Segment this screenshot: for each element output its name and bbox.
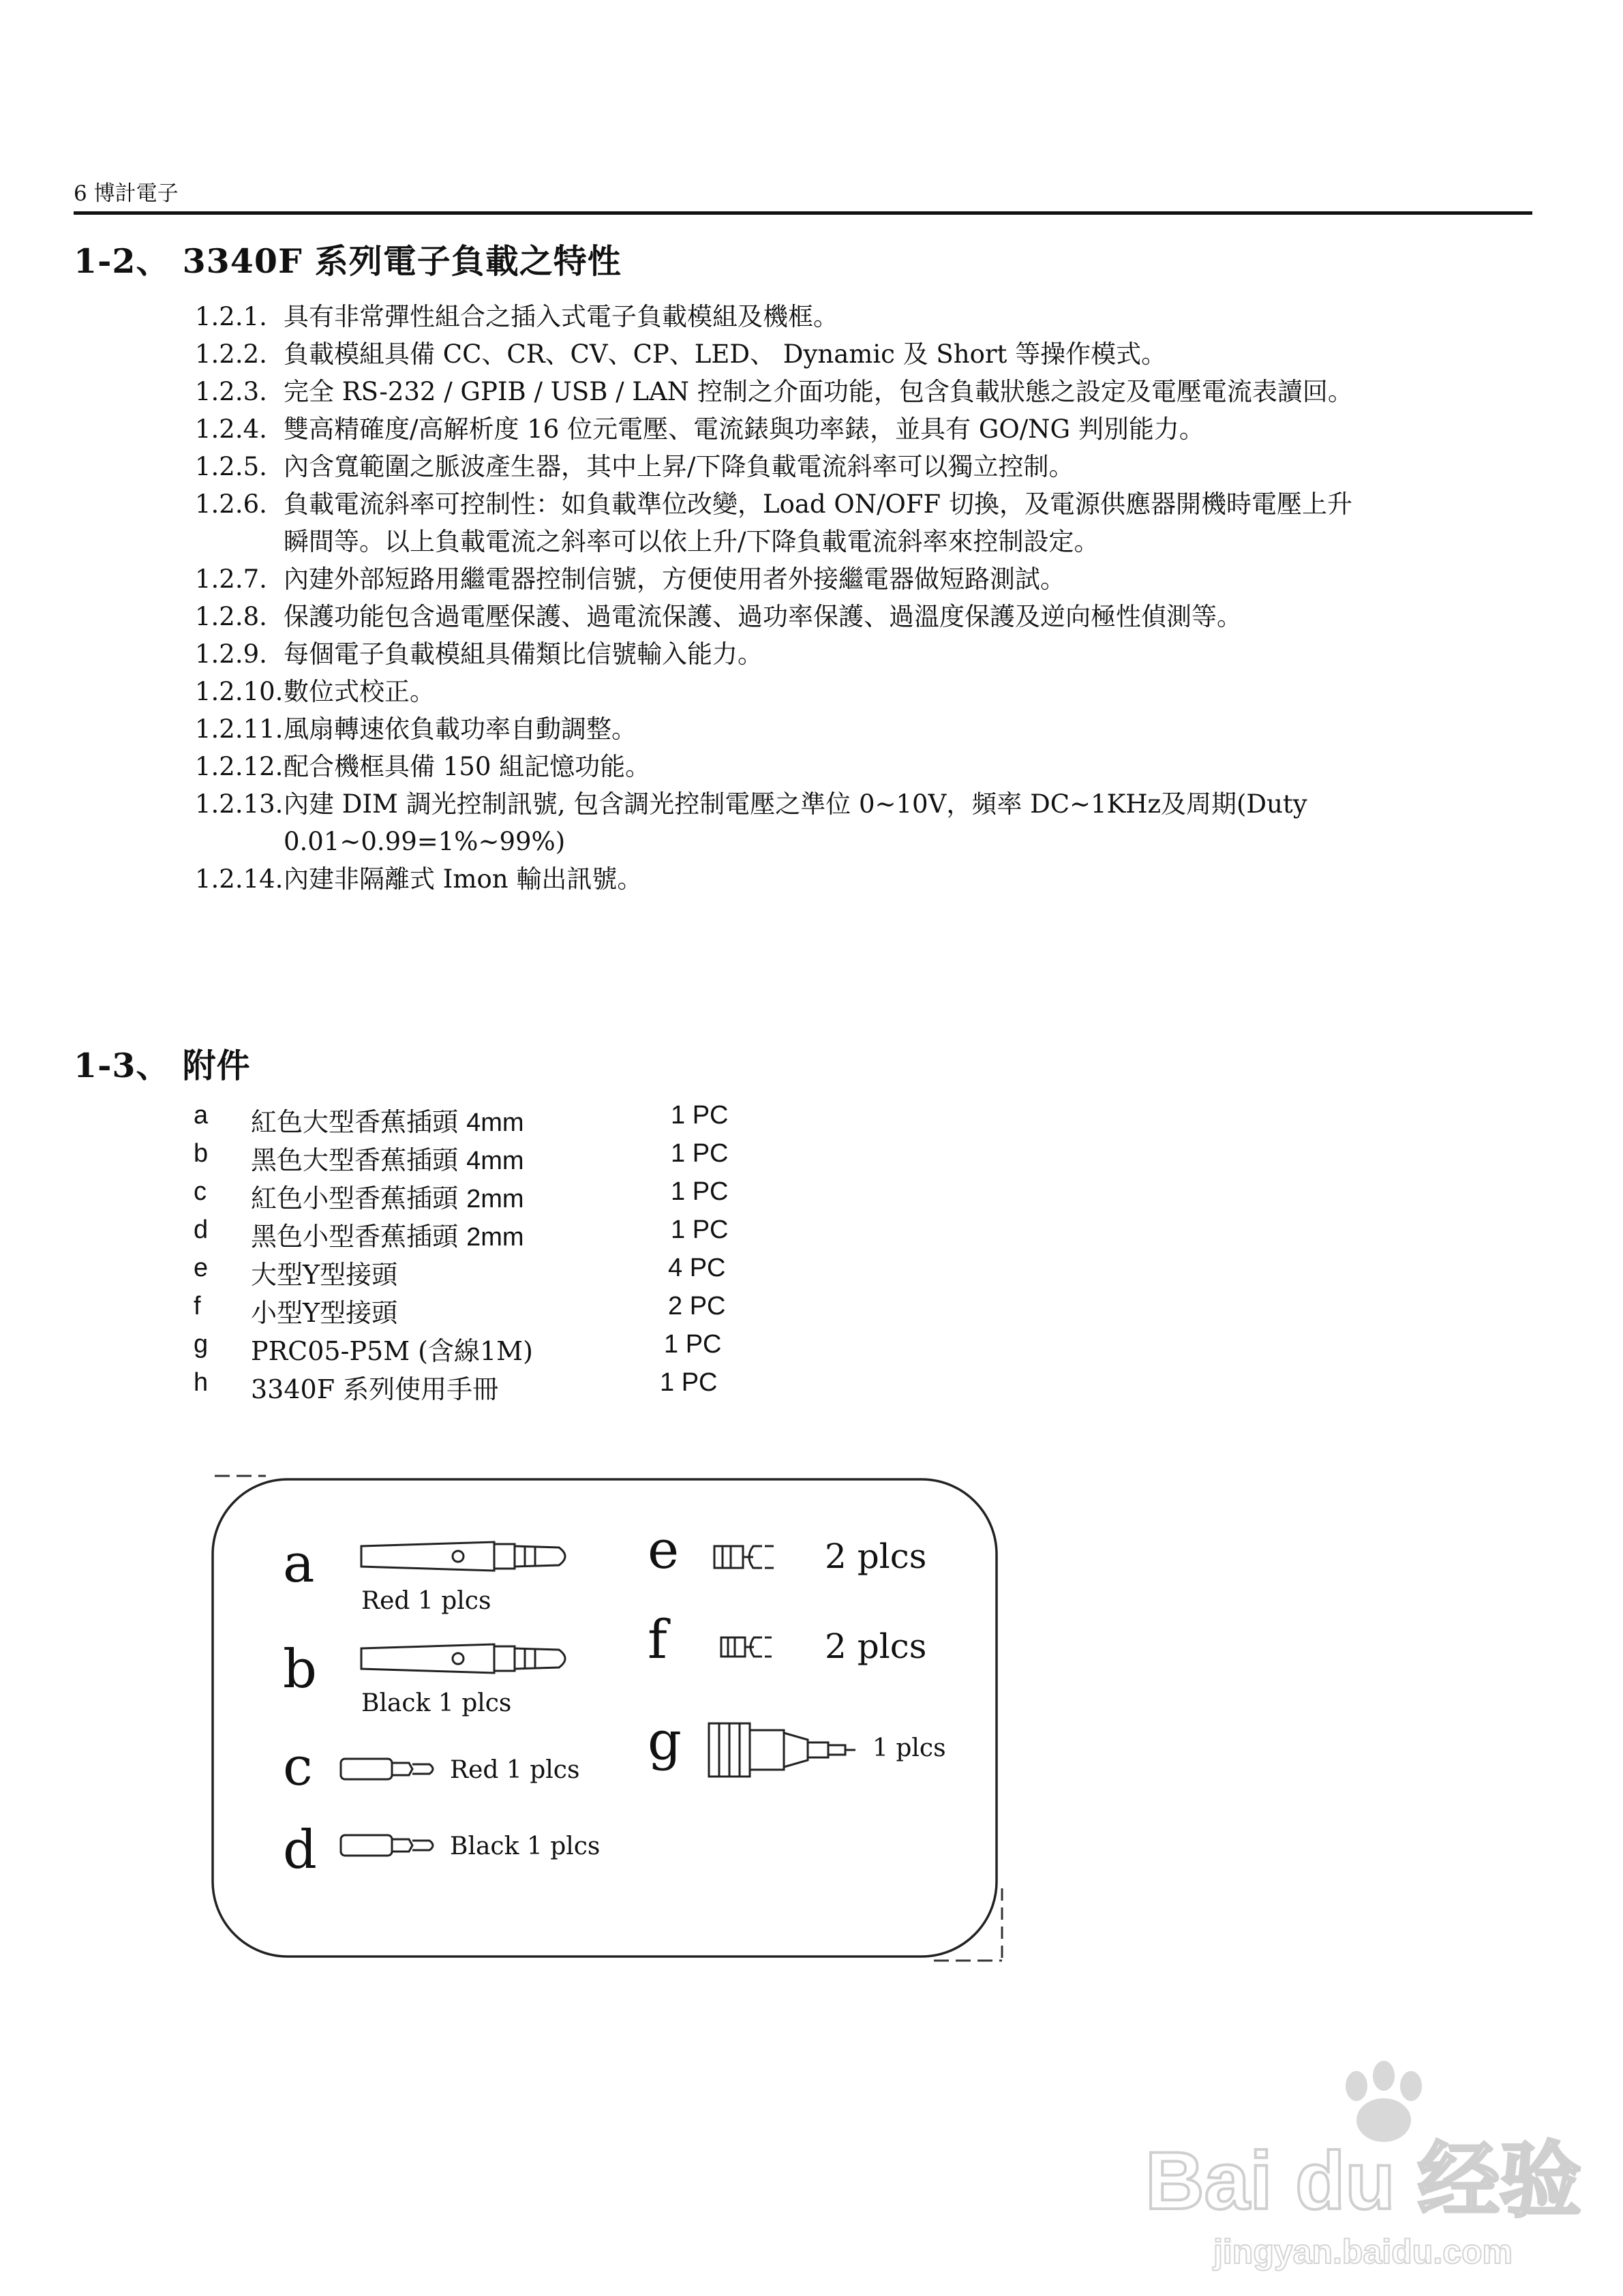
fig-letter-e: e <box>648 1520 680 1581</box>
feature-item: 1.2.6. 負載電流斜率可控制性：如負載準位改變，Load ON/OFF 切換，及電源供應器開機時電壓上升 瞬間等。以上負載電流之斜率可以依上升/下降負載電流斜率來控制設定。 <box>195 489 1352 556</box>
feature-item: 1.2.14.內建非隔離式 Imon 輸出訊號。 <box>195 864 643 894</box>
y-terminal-icon <box>714 1546 774 1568</box>
banana-plug-large-icon <box>361 1542 565 1571</box>
watermark-url: jingyan.baidu.com <box>1213 2233 1513 2271</box>
company-name: 博計電子 <box>93 181 179 206</box>
fig-label-f: 2 plcs <box>825 1627 927 1666</box>
fig-label-d: Black 1 plcs <box>450 1832 601 1860</box>
banana-plug-large-icon <box>361 1644 565 1673</box>
fig-letter-d: d <box>283 1819 317 1881</box>
feature-item: 1.2.1. 具有非常彈性組合之插入式電子負載模組及機框。 <box>195 302 838 331</box>
feature-item: 1.2.11.風扇轉速依負載功率自動調整。 <box>195 714 637 744</box>
feature-item: 1.2.10.數位式校正。 <box>195 677 435 706</box>
fig-label-a: Red 1 plcs <box>361 1587 491 1615</box>
fig-label-e: 2 plcs <box>825 1537 927 1576</box>
watermark-brand: Bai du 经验 <box>1145 2135 1582 2226</box>
fig-label-c: Red 1 plcs <box>450 1756 580 1784</box>
section-title-1-2: 1-2、 3340F 系列電子負載之特性 <box>74 241 622 281</box>
feature-item: 1.2.2. 負載模組具備 CC、CR、CV、CP、LED、 Dynamic 及 Short 等操作模式。 <box>195 339 1167 369</box>
page-header <box>74 176 179 207</box>
fig-label-b: Black 1 plcs <box>361 1689 512 1717</box>
baidu-watermark <box>1132 2045 1609 2277</box>
fig-letter-f: f <box>648 1610 667 1671</box>
feature-item: 1.2.5. 內含寬範圍之脈波產生器，其中上昇/下降負載電流斜率可以獨立控制。 <box>195 452 1074 481</box>
feature-item: 1.2.8. 保護功能包含過電壓保護、過電流保護、過功率保護、過溫度保護及逆向極性偵測等。 <box>195 602 1242 631</box>
feature-item: 1.2.12.配合機框具備 150 組記憶功能。 <box>195 752 651 781</box>
banana-plug-small-icon <box>341 1759 433 1779</box>
connector-plug-icon <box>709 1723 855 1777</box>
feature-item: 1.2.3. 完全 RS-232 / GPIB / USB / LAN 控制之介面功能，包含負載狀態之設定及電壓電流表讀回。 <box>195 377 1353 406</box>
fig-letter-g: g <box>648 1710 682 1772</box>
accessory-figure <box>177 1466 1022 1970</box>
feature-item: 1.2.4. 雙高精確度/高解析度 16 位元電壓、電流錶與功率錶，並具有 GO/NG 判別能力。 <box>195 414 1204 444</box>
fig-letter-a: a <box>283 1533 315 1595</box>
section-title-1-3: 1-3、 附件 <box>74 1046 251 1085</box>
fig-letter-c: c <box>283 1736 313 1798</box>
paw-logo-icon <box>1346 2061 1422 2142</box>
y-terminal-icon <box>721 1637 772 1657</box>
feature-item: 1.2.7. 內建外部短路用繼電器控制信號，方便使用者外接繼電器做短路測試。 <box>195 564 1065 594</box>
page-number: 6 <box>74 181 87 206</box>
fig-letter-b: b <box>283 1639 317 1700</box>
feature-item: 1.2.9. 每個電子負載模組具備類比信號輸入能力。 <box>195 639 763 669</box>
feature-item: 1.2.13.內建 DIM 調光控制訊號, 包含調光控制電壓之準位 0~10V，頻率 DC~1KHz及周期(Duty 0.01~0.99=1%~99%) <box>195 789 1307 856</box>
header-rule <box>74 211 1532 215</box>
fig-label-g: 1 plcs <box>873 1734 946 1762</box>
banana-plug-small-icon <box>341 1835 433 1856</box>
